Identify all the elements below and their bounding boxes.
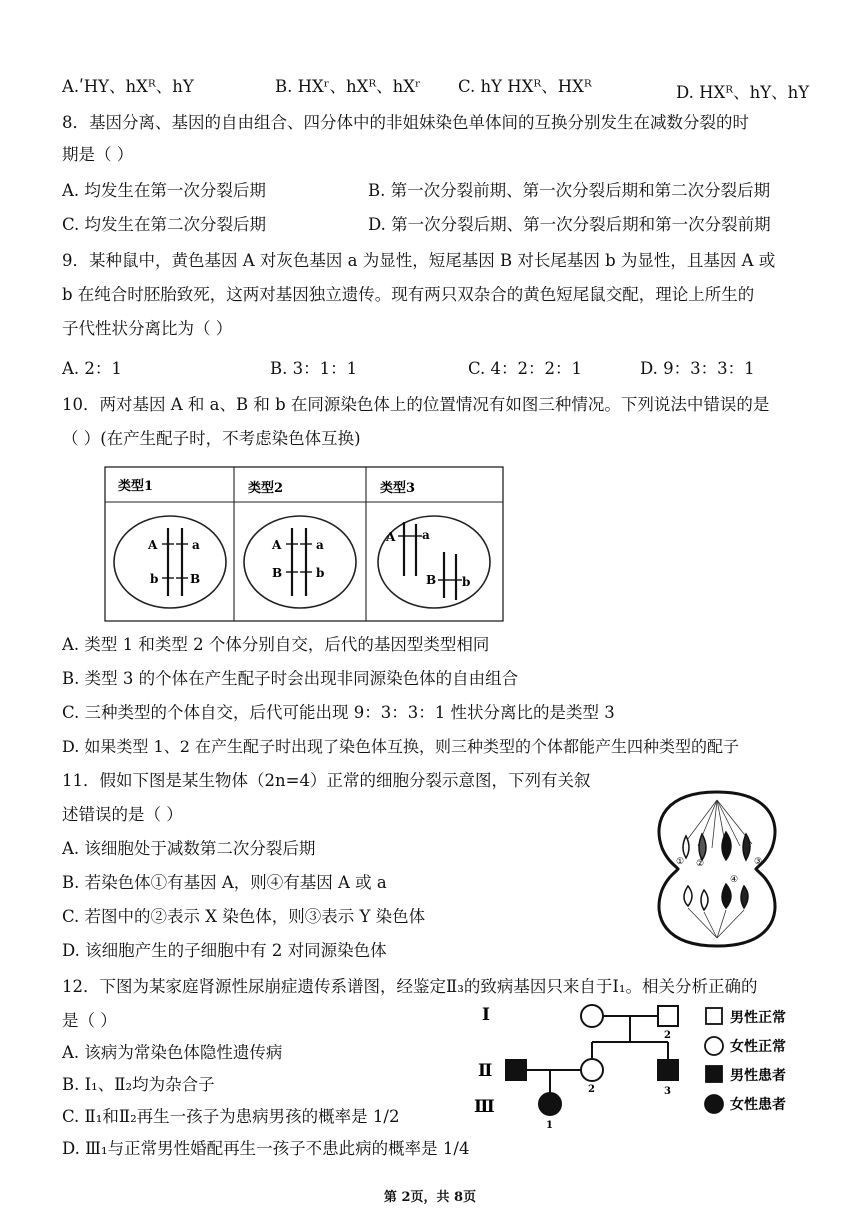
q9-option-b: B. 3：1：1 [270, 359, 358, 378]
q12-option-c: C. Ⅱ₁和Ⅱ₂再生一孩子为患病男孩的概率是 1/2 [62, 1107, 400, 1126]
q8-option-d: D. 第一次分裂后期、第一次分裂后期和第一次分裂前期 [368, 215, 771, 234]
type1-cell-membrane [114, 516, 226, 608]
legend-female-normal-symbol [705, 1037, 723, 1055]
legend-female-affected-label: 女性患者 [730, 1097, 786, 1113]
label-3: ③ [754, 857, 763, 867]
q11-stem-line1: 11．假如下图是某生物体（2n=4）正常的细胞分裂示意图，下列有关叙 [62, 771, 591, 790]
type1-gene-a: a [192, 538, 200, 552]
type2-gene-b: b [316, 566, 325, 580]
q8-option-a: A. 均发生在第一次分裂后期 [62, 181, 266, 200]
type2-label: 类型2 [248, 481, 284, 496]
chromosome-3 [722, 832, 731, 860]
pedigree-II2-female-normal [581, 1059, 603, 1081]
q8-option-c: C. 均发生在第二次分裂后期 [62, 215, 267, 234]
q10-chromosome-figure [104, 466, 504, 622]
generation-I-label: Ⅰ [482, 1005, 490, 1025]
q10-option-d: D. 如果类型 1、2 在产生配子时出现了染色体互换，则三种类型的个体都能产生四种类型的配子 [62, 737, 739, 756]
chromosome-5 [684, 886, 692, 906]
lower-chromosomes [684, 884, 748, 910]
page-footer: 第 2页，共 8页 [383, 1190, 477, 1205]
chromosome-4 [743, 834, 750, 860]
legend-male-affected-label: 男性患者 [730, 1068, 786, 1084]
chromosome-6 [701, 890, 708, 910]
pedigree-II2-number: 2 [588, 1084, 595, 1095]
q12-option-b: B. Ⅰ₁、Ⅱ₂均为杂合子 [62, 1075, 215, 1094]
type3-gene-B: B [426, 573, 437, 587]
type1-gene-A: A [148, 538, 158, 552]
q7-option-c: C. hY HXᴿ、HXᴿ [458, 77, 592, 96]
legend-male-normal-symbol [706, 1008, 722, 1024]
pedigree-III1-female-affected [539, 1093, 561, 1115]
pedigree-I2-number: 2 [664, 1030, 671, 1041]
q9-option-c: C. 4：2：2：1 [468, 359, 583, 378]
q9-option-d: D. 9：3：3：1 [640, 359, 755, 378]
type1-gene-b: b [150, 572, 159, 586]
label-1: ① [676, 857, 685, 867]
q11-option-a: A. 该细胞处于减数第二次分裂后期 [62, 839, 316, 858]
type2-gene-B: B [272, 566, 283, 580]
pedigree-III1-number: 1 [546, 1120, 553, 1131]
pedigree-II3-male-affected [658, 1060, 678, 1080]
type2-cell-membrane [244, 516, 356, 608]
pedigree-II1-male-affected [506, 1060, 526, 1080]
pedigree-I1-female-normal [581, 1005, 603, 1027]
q8-option-b: B. 第一次分裂前期、第一次分裂后期和第二次分裂后期 [368, 181, 771, 200]
q11-stem-line2: 述错误的是（ ） [62, 805, 183, 824]
q7-option-d: D. HXᴿ、hY、hY [676, 83, 810, 102]
q8-stem-line1: 8．基因分离、基因的自由组合、四分体中的非姐妹染色单体间的互换分别发生在减数分裂的时 [62, 113, 749, 132]
chromosome-8 [741, 886, 748, 908]
q10-option-a: A. 类型 1 和类型 2 个体分别自交，后代的基因型类型相同 [62, 635, 490, 654]
q10-stem-line1: 10．两对基因 A 和 a、B 和 b 在同源染色体上的位置情况有如图三种情况。下列说法中错误的是 [62, 395, 770, 414]
q11-option-c: C. 若图中的②表示 X 染色体，则③表示 Y 染色体 [62, 907, 426, 926]
label-2: ② [696, 859, 705, 869]
type3-gene-a: a [422, 528, 430, 542]
type2-gene-a: a [316, 538, 324, 552]
q12-stem-line2: 是（ ） [62, 1011, 117, 1030]
q9-stem-line1: 9．某种鼠中，黄色基因 A 对灰色基因 a 为显性，短尾基因 B 对长尾基因 b 为显性，且基因 A 或 [62, 251, 776, 270]
pedigree-II3-number: 3 [664, 1086, 671, 1097]
chromosome-7 [722, 884, 731, 908]
pedigree-II1-number: 1 [512, 1084, 519, 1095]
type2-gene-A: A [272, 538, 282, 552]
pedigree-legend [705, 1008, 786, 1113]
pedigree-I2-male-normal [658, 1006, 678, 1026]
upper-spindle-fibers [684, 800, 752, 848]
legend-male-normal-label: 男性正常 [730, 1010, 786, 1026]
generation-III-label: Ⅲ [474, 1097, 495, 1117]
label-4: ④ [730, 875, 739, 885]
q11-option-d: D. 该细胞产生的子细胞中有 2 对同源染色体 [62, 941, 387, 960]
generation-II-label: Ⅱ [478, 1061, 493, 1081]
q11-cell-division-figure [646, 786, 788, 952]
cell-membrane-outline [659, 792, 775, 946]
q7-option-a: A.ʹHY、hXᴿ、hY [62, 77, 194, 96]
q9-option-a: A. 2：1 [62, 359, 122, 378]
legend-male-affected-symbol [706, 1066, 722, 1082]
lower-spindle-fibers [688, 908, 744, 938]
q10-option-c: C. 三种类型的个体自交，后代可能出现 9：3：3：1 性状分离比的是类型 3 [62, 703, 615, 722]
q10-stem-line2: （ ）(在产生配子时，不考虑染色体互换) [62, 429, 361, 448]
q7-option-b: B. HXʳ、hXᴿ、hXʳ [275, 77, 421, 96]
chromosome-2 [699, 834, 706, 860]
type3-gene-b: b [462, 575, 471, 589]
type3-gene-A: A [386, 530, 396, 544]
type2-cell [244, 516, 356, 608]
q9-stem-line2: b 在纯合时胚胎致死，这两对基因独立遗传。现有两只双杂合的黄色短尾鼠交配，理论上所生的 [62, 285, 755, 304]
q12-option-d: D. Ⅲ₁与正常男性婚配再生一孩子不患此病的概率是 1/4 [62, 1139, 470, 1158]
q12-pedigree-chart [470, 994, 810, 1134]
type1-gene-B: B [190, 572, 201, 586]
q11-option-b: B. 若染色体①有基因 A，则④有基因 A 或 a [62, 873, 387, 892]
q8-stem-line2: 期是（ ） [62, 145, 134, 164]
q10-option-b: B. 类型 3 的个体在产生配子时会出现非同源染色体的自由组合 [62, 669, 519, 688]
legend-female-affected-symbol [705, 1095, 723, 1113]
type1-cell [114, 516, 226, 608]
legend-female-normal-label: 女性正常 [730, 1039, 786, 1055]
chromosome-1 [683, 836, 689, 858]
q12-stem-line1: 12．下图为某家庭肾源性尿崩症遗传系谱图，经鉴定Ⅱ₃的致病基因只来自于Ⅰ₁。相关分析正确的 [62, 977, 758, 996]
type1-label: 类型1 [118, 479, 154, 494]
q12-option-a: A. 该病为常染色体隐性遗传病 [62, 1043, 283, 1062]
type3-cell [378, 516, 490, 608]
q9-stem-line3: 子代性状分离比为（ ） [62, 319, 233, 338]
type3-label: 类型3 [380, 481, 416, 496]
